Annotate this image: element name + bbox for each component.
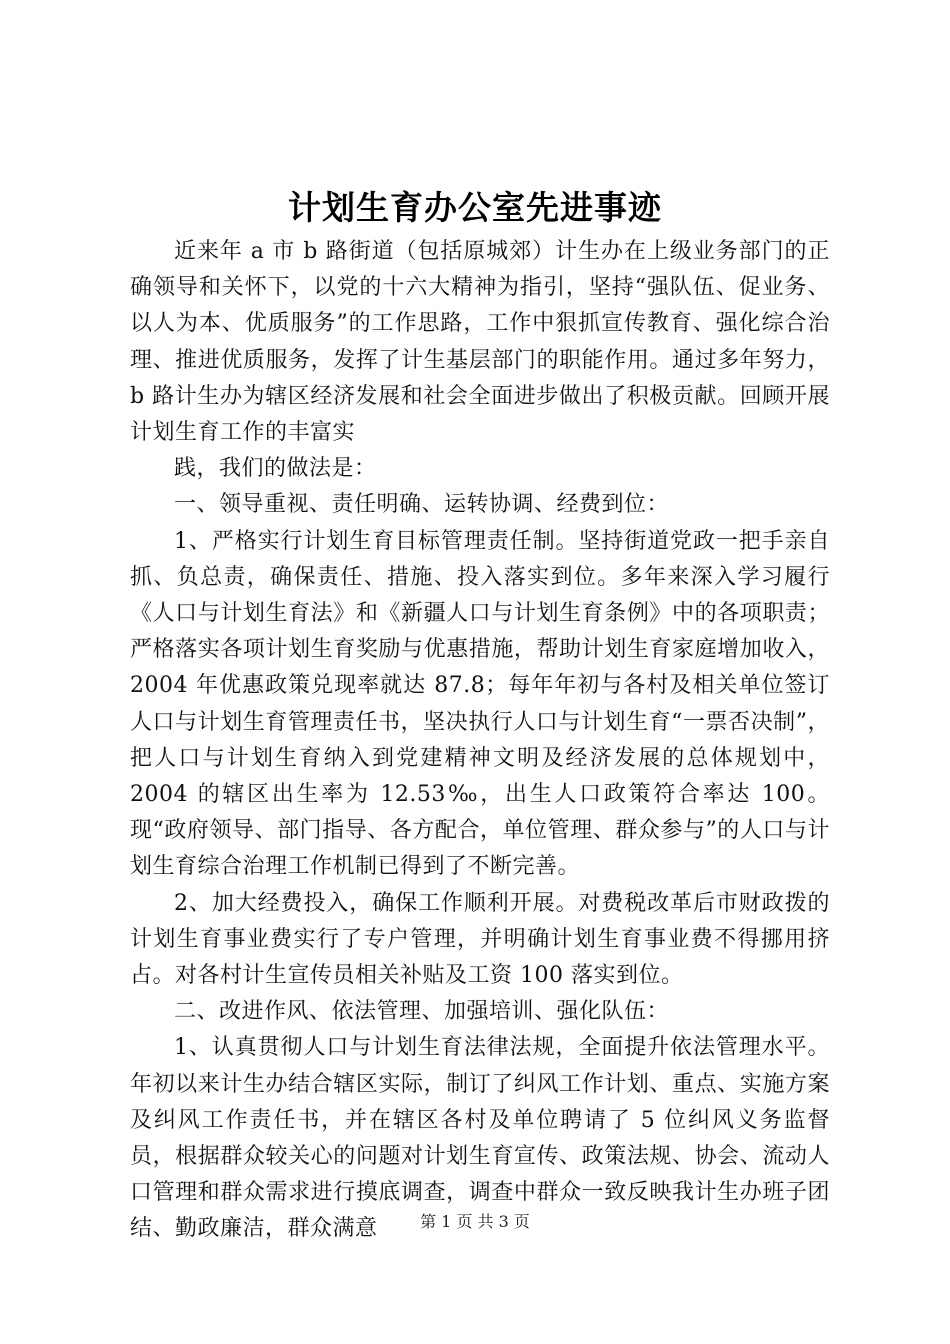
paragraph: 近来年 a 市 b 路街道（包括原城郊）计生办在上级业务部门的正确领导和关怀下，以党的十六大精神为指引，坚持“强队伍、促业务、以人为本、优质服务”的工作思路，工作中狠抓宣传教育、强化综合治理、推进优质服务，发挥了计生基层部门的职能作用。通过多年努力，b 路计生办为辖区经济发展和社会全面进步做出了积极贡献。回顾开展计划生育工作的丰富实: [130, 239, 830, 446]
page-footer: 第 1 页 共 3 页: [420, 1212, 530, 1231]
document-title: 计划生育办公室先进事迹: [288, 188, 662, 227]
paragraph: 践，我们的做法是：: [174, 456, 377, 482]
paragraph: 1、认真贯彻人口与计划生育法律法规，全面提升依法管理水平。年初以来计生办结合辖区实际，制订了纠风工作计划、重点、实施方案及纠风工作责任书，并在辖区各村及单位聘请了 5 位纠风义务监督员，根据群众较关心的问题对计划生育宣传、政策法规、协会、流动人口管理和群众需求进行摸底调查，调查中群众一致反映我计生办班子团结、勤政廉洁，群众满意: [130, 1035, 830, 1242]
document-body: [130, 234, 830, 1248]
paragraph: 2、加大经费投入，确保工作顺利开展。对费税改革后市财政拨的计划生育事业费实行了专户管理，并明确计划生育事业费不得挪用挤占。对各村计生宣传员相关补贴及工资 100 落实到位。: [130, 890, 830, 989]
paragraph: 1、严格实行计划生育目标管理责任制。坚持街道党政一把手亲自抓、负总责，确保责任、措施、投入落实到位。多年来深入学习履行《人口与计划生育法》和《新疆人口与计划生育条例》中的各项职责；严格落实各项计划生育奖励与优惠措施，帮助计划生育家庭增加收入，2004 年优惠政策兑现率就达 87.8；每年年初与各村及相关单位签订人口与计划生育管理责任书，坚决执行人口与计划生育“一票否决制”，把人口与计划生育纳入到党建精神文明及经济发展的总体规划中，2004 的辖区出生率为 12.53‰，出生人口政策符合率达 100。现“政府领导、部门指导、各方配合，单位管理、群众参与”的人口与计划生育综合治理工作机制已得到了不断完善。: [130, 528, 830, 880]
section-heading: 二、改进作风、依法管理、加强培训、强化队伍：: [174, 999, 670, 1025]
section-heading: 一、领导重视、责任明确、运转协调、经费到位：: [174, 492, 670, 518]
